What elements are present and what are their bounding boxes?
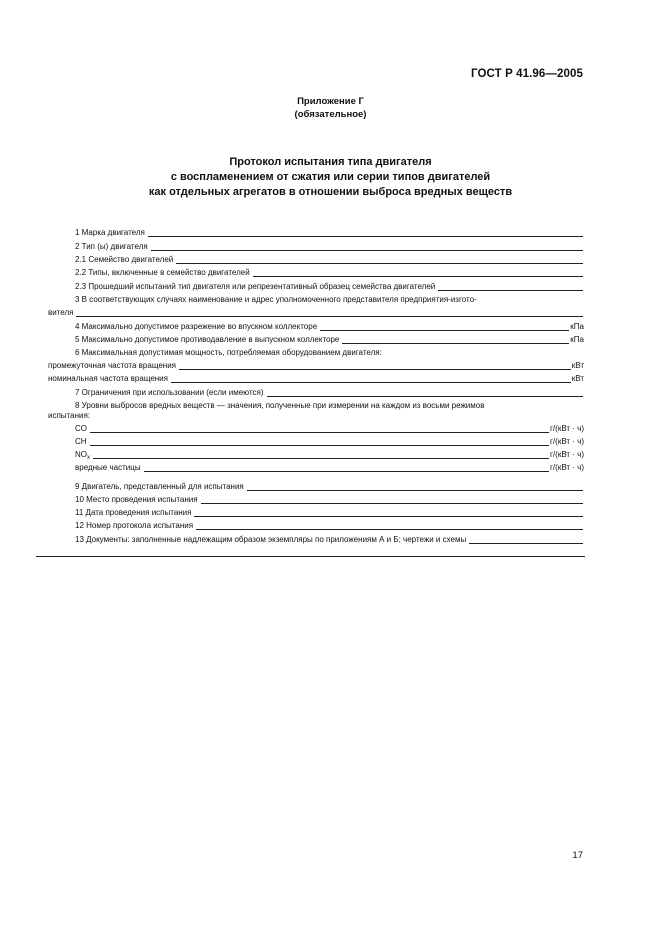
field-engine-family [48,255,584,265]
protocol-title-line-1: Протокол испытания типа двигателя [229,156,432,168]
field-label: 2.1 Семейство двигателей [75,255,174,264]
unit-label: кВт [571,374,584,383]
field-particulates [48,463,584,473]
field-representative-label: 3 В соответствующих случаях наименование и адрес уполномоченного представителя предприятия-изгото- [75,295,477,304]
unit-label: кПа [570,322,584,331]
fill-line[interactable] [90,425,549,433]
field-intake-depression [48,322,584,332]
field-power-rated [48,374,584,384]
fill-line[interactable] [90,438,549,446]
fill-line[interactable] [320,323,569,331]
field-nox [48,450,584,460]
page-number: 17 [572,850,583,861]
field-engine-make [48,228,584,238]
fill-line[interactable] [438,283,583,291]
field-label: 10 Место проведения испытания [75,495,198,504]
field-co [48,424,584,434]
unit-label: кВт [571,361,584,370]
field-max-power-label: 6 Максимальная допустимая мощность, потребляемая оборудованием двигателя: [75,348,382,357]
field-label: 2.3 Прошедший испытаний тип двигателя или репрезентативный образец семейства двигателей [75,282,436,291]
field-label: 7 Ограничения при использовании (если имеются) [75,388,264,397]
field-ch [48,437,584,447]
field-label: 12 Номер протокола испытания [75,521,194,530]
field-documents [48,535,584,545]
fill-line[interactable] [267,389,583,397]
fill-line[interactable] [176,256,583,264]
fill-line[interactable] [93,451,549,459]
fill-line[interactable] [201,496,583,504]
field-label: вредные частицы [75,463,141,472]
standard-number: ГОСТ Р 41.96—2005 [471,68,583,80]
unit-label: г/(кВт · ч) [550,424,584,433]
field-label: номинальная частота вращения [48,374,168,383]
field-tested-type [48,282,584,292]
fill-line[interactable] [194,509,583,517]
fill-line[interactable] [148,229,583,237]
unit-label: г/(кВт · ч) [550,437,584,446]
field-label: вителя [48,308,74,317]
field-power-intermediate [48,361,584,371]
fill-line[interactable] [469,536,583,544]
protocol-title-line-3: как отдельных агрегатов в отношении выброса вредных веществ [148,186,513,198]
annex-title: Приложение Г [297,96,364,107]
field-label: CO [75,424,87,433]
field-usage-limits [48,388,584,398]
unit-label: г/(кВт · ч) [550,463,584,472]
fill-line[interactable] [247,483,583,491]
field-test-location [48,495,584,505]
nox-subscript: x [87,455,90,461]
fill-line[interactable] [151,243,583,251]
field-label [48,450,90,460]
field-label: 11 Дата проведения испытания [75,508,192,517]
field-label: промежуточная частота вращения [48,361,176,370]
field-engine-type [48,242,584,252]
fill-line[interactable] [144,464,549,472]
fill-line[interactable] [179,362,571,370]
field-report-number [48,521,584,531]
fill-line[interactable] [171,375,571,383]
field-test-date [48,508,584,518]
protocol-title-line-2: с воспламенением от сжатия или серии типов двигателей [170,171,491,183]
field-label: 5 Максимально допустимое противодавление в выпускном коллекторе [75,335,340,344]
field-label: 2.2 Типы, включенные в семейство двигателей [75,268,250,277]
fill-line[interactable] [253,269,583,277]
fill-line[interactable] [342,336,569,344]
field-label: 4 Максимально допустимое разрежение во впускном коллекторе [75,322,318,331]
fill-line[interactable] [196,522,583,530]
field-exhaust-backpressure [48,335,584,345]
nox-base: NO [75,450,87,459]
fill-line[interactable] [76,309,583,317]
field-emissions-label: 8 Уровни выбросов вредных веществ — значения, полученные при измерении на каждом из восьми режимов [75,401,485,410]
field-label: 13 Документы: заполненные надлежащим образом экземпляры по приложениям А и Б; чертежи и схемы [75,535,467,544]
unit-label: г/(кВт · ч) [550,450,584,459]
unit-label: кПа [570,335,584,344]
documents-fill-line[interactable] [36,556,585,557]
field-family-types [48,268,584,278]
field-label: CH [75,437,87,446]
field-label: 1 Марка двигателя [75,228,145,237]
field-engine-submitted [48,482,584,492]
field-representative [48,308,584,318]
annex-status: (обязательное) [294,109,367,120]
field-label: 2 Тип (ы) двигателя [75,242,148,251]
field-emissions-label-2: испытания: [48,411,91,420]
field-label: 9 Двигатель, представленный для испытания [75,482,244,491]
